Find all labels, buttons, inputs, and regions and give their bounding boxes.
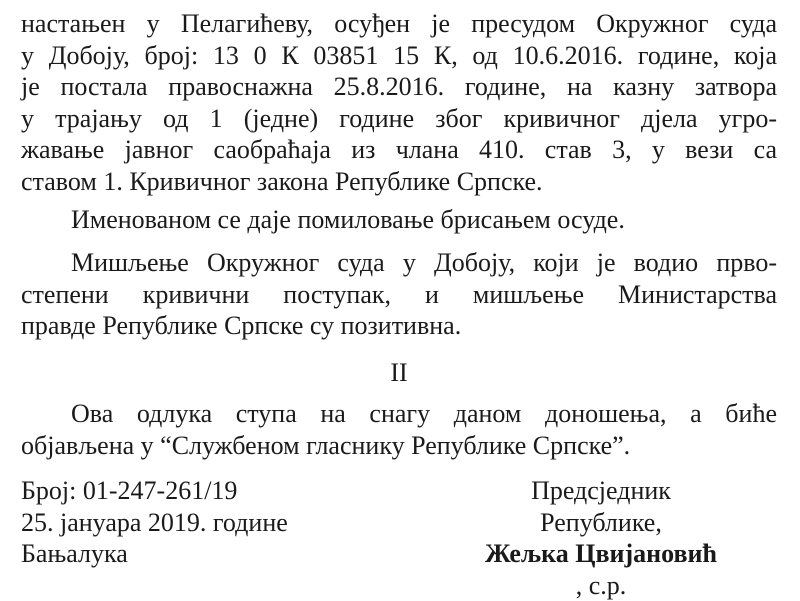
text-line: је постала правоснажна 25.8.2016. године, на казну затвора (21, 71, 777, 103)
text-line: Мишљење Окружног суда у Добоју, који је водио прво- (21, 247, 777, 279)
text-line: у Добоју, број: 13 0 К 03851 15 К, од 10.6.2016. године, која (21, 40, 777, 72)
signatory-suffix: , с.р. (425, 570, 777, 601)
signatory-line (425, 538, 777, 601)
paragraph-opinions (21, 247, 777, 342)
text-line: Именованом се даје помиловање брисањем осуде. (21, 204, 777, 236)
text-line: Ова одлука ступа на снагу даном доношења, а биће (21, 398, 777, 430)
text-line: жавање јавног саобраћаја из члана 410. став 3, у вези са (21, 134, 777, 166)
paragraph-pardon-granted (21, 204, 777, 236)
text-line: објављена у “Службеном гласнику Републике Српске”. (21, 430, 777, 462)
document-page (21, 0, 777, 571)
text-line: степени кривични поступак, и мишљење Министарства (21, 279, 777, 311)
text-line: ставом 1. Кривичног закона Републике Српске. (21, 166, 777, 198)
signatory-title: Предсједник (425, 475, 777, 507)
document-date: 25. јануара 2019. године (21, 507, 288, 539)
document-reference-block (21, 475, 288, 570)
text-line: у трајању од 1 (једне) године због кривичног дјела угро- (21, 103, 777, 135)
document-number: Број: 01-247-261/19 (21, 475, 288, 507)
signature-block (425, 475, 777, 601)
document-place: Бањалука (21, 538, 288, 570)
text-line: правде Републике Српске су позитивна. (21, 310, 777, 342)
signatory-title-continued: Републике, (425, 507, 777, 539)
paragraph-conviction-details (21, 8, 777, 197)
section-number: II (21, 357, 777, 389)
text-line: настањен у Пелагићеву, осуђен је пресудом Окружног суда (21, 8, 777, 40)
signatory-name: Жељка Цвијановић (425, 538, 777, 570)
paragraph-effective-date (21, 398, 777, 461)
